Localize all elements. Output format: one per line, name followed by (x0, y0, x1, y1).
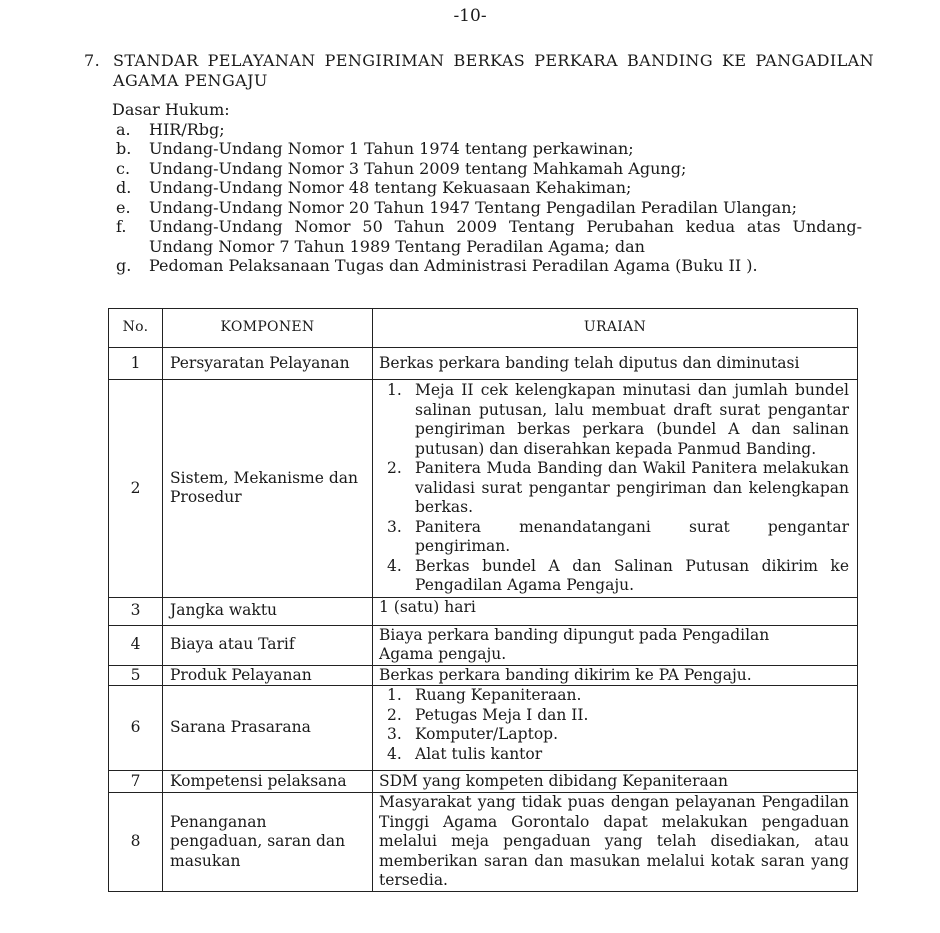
step-number: 3. (387, 517, 402, 536)
legal-basis-item (112, 159, 862, 179)
row-component: Sistem, Mekanisme dan Prosedur (163, 380, 373, 598)
legal-basis-item (112, 178, 862, 198)
legal-basis-item (112, 217, 862, 256)
row-number: 8 (109, 793, 163, 892)
row-number: 2 (109, 380, 163, 598)
facility-number: 2. (387, 705, 402, 724)
legal-basis-text: Undang-Undang Nomor 20 Tahun 1947 Tentang Pengadilan Peradilan Ulangan; (149, 197, 797, 217)
table-row (109, 348, 858, 380)
table-row (109, 665, 858, 686)
procedure-step (379, 557, 849, 596)
row-description (373, 793, 858, 892)
table-header-row (109, 309, 858, 348)
header-no: No. (109, 309, 163, 348)
row-number: 7 (109, 771, 163, 793)
header-uraian: URAIAN (373, 309, 858, 348)
step-text: Panitera menandatangani surat pengantar pengiriman. (415, 517, 849, 555)
facility-item (379, 706, 849, 726)
facility-text: Alat tulis kantor (415, 744, 543, 763)
row-component: Persyaratan Pelayanan (163, 348, 373, 380)
row-description: Berkas perkara banding dikirim ke PA Pengaju. (373, 665, 858, 686)
legal-basis-mark: g. (116, 256, 132, 275)
legal-basis-mark: a. (116, 119, 131, 139)
header-komponen: KOMPONEN (163, 309, 373, 348)
legal-basis (112, 100, 862, 276)
row-component: Penanganan pengaduan, saran dan masukan (163, 793, 373, 892)
row-number: 4 (109, 625, 163, 665)
legal-basis-list (112, 120, 862, 276)
row-description (373, 380, 858, 598)
legal-basis-item (112, 198, 862, 218)
legal-basis-mark: d. (116, 178, 132, 197)
legal-basis-text: Undang-Undang Nomor 48 tentang Kekuasaan Kehakiman; (149, 178, 632, 197)
table-row (109, 625, 858, 665)
row-number: 6 (109, 686, 163, 771)
step-text: Berkas bundel A dan Salinan Putusan dikirim ke Pengadilan Agama Pengaju. (415, 556, 849, 594)
section-title: STANDAR PELAYANAN PENGIRIMAN BERKAS PERKARA BANDING KE PANGADILAN AGAMA PENGAJU (113, 51, 874, 90)
facility-text: Petugas Meja I dan II. (415, 705, 589, 724)
table-row (109, 771, 858, 793)
facility-item (379, 725, 849, 745)
procedure-steps (379, 381, 849, 596)
legal-basis-item (112, 256, 862, 276)
row-description: Berkas perkara banding telah diputus dan diminutasi (373, 348, 858, 380)
legal-basis-text: Pedoman Pelaksanaan Tugas dan Administrasi Peradilan Agama (Buku II ). (149, 256, 758, 275)
facility-list (379, 686, 849, 764)
step-text: Panitera Muda Banding dan Wakil Panitera melakukan validasi surat pengantar pengiriman dan kelengkapan berkas. (415, 459, 849, 516)
step-number: 1. (387, 381, 402, 399)
legal-basis-mark: c. (116, 158, 131, 178)
step-number: 2. (387, 459, 402, 477)
row-component: Sarana Prasarana (163, 686, 373, 771)
table-row (109, 380, 858, 598)
row-number: 3 (109, 597, 163, 625)
row-description (373, 686, 858, 771)
table-row (109, 686, 858, 771)
facility-text: Ruang Kepaniteraan. (415, 686, 582, 704)
row-component: Jangka waktu (163, 597, 373, 625)
table-row (109, 597, 858, 625)
section-number: 7. (84, 51, 101, 70)
facility-number: 1. (387, 686, 402, 704)
facility-text: Komputer/Laptop. (415, 725, 558, 743)
row-component: Biaya atau Tarif (163, 625, 373, 665)
legal-basis-text: Undang-Undang Nomor 1 Tahun 1974 tentang perkawinan; (149, 139, 634, 158)
row-component: Produk Pelayanan (163, 665, 373, 686)
facility-item (379, 686, 849, 706)
procedure-step (379, 381, 849, 459)
legal-basis-mark: b. (116, 139, 132, 158)
row-number: 5 (109, 665, 163, 686)
legal-basis-mark: f. (116, 217, 127, 236)
service-standard-table (108, 308, 858, 892)
facility-number: 4. (387, 744, 402, 763)
step-number: 4. (387, 556, 402, 575)
legal-basis-text: Undang-Undang Nomor 50 Tahun 2009 Tentang Perubahan kedua atas Undang-Undang Nomor 7 Tahun 1989 Tentang Peradilan Agama; dan (149, 217, 862, 256)
legal-basis-title: Dasar Hukum: (112, 100, 230, 119)
procedure-step (379, 518, 849, 557)
complaint-text: Masyarakat yang tidak puas dengan pelayanan Pengadilan Tinggi Agama Gorontalo dapat melakukan pengaduan melalui meja pengaduan yang telah disediakan, atau memberikan saran dan masukan melalui kotak saran yang tersedia. (379, 793, 849, 889)
table-row (109, 793, 858, 892)
legal-basis-mark: e. (116, 197, 131, 217)
row-description: SDM yang kompeten dibidang Kepaniteraan (373, 771, 858, 793)
legal-basis-item (112, 139, 862, 159)
row-number: 1 (109, 348, 163, 380)
step-text: Meja II cek kelengkapan minutasi dan jumlah bundel salinan putusan, lalu membuat draft surat pengantar pengiriman berkas perkara (bundel A dan salinan putusan) dan diserahkan kepada Panmud Banding. (415, 381, 849, 458)
row-component: Kompetensi pelaksana (163, 771, 373, 793)
legal-basis-text: HIR/Rbg; (149, 119, 225, 139)
row-description: 1 (satu) hari (373, 597, 858, 625)
facility-number: 3. (387, 725, 402, 743)
facility-item (379, 745, 849, 765)
section-heading (84, 51, 874, 91)
legal-basis-item (112, 120, 862, 140)
row-description: Biaya perkara banding dipungut pada Pengadilan Agama pengaju. (373, 625, 858, 665)
page-number: -10- (453, 6, 487, 26)
procedure-step (379, 459, 849, 518)
legal-basis-text: Undang-Undang Nomor 3 Tahun 2009 tentang Mahkamah Agung; (149, 158, 687, 178)
